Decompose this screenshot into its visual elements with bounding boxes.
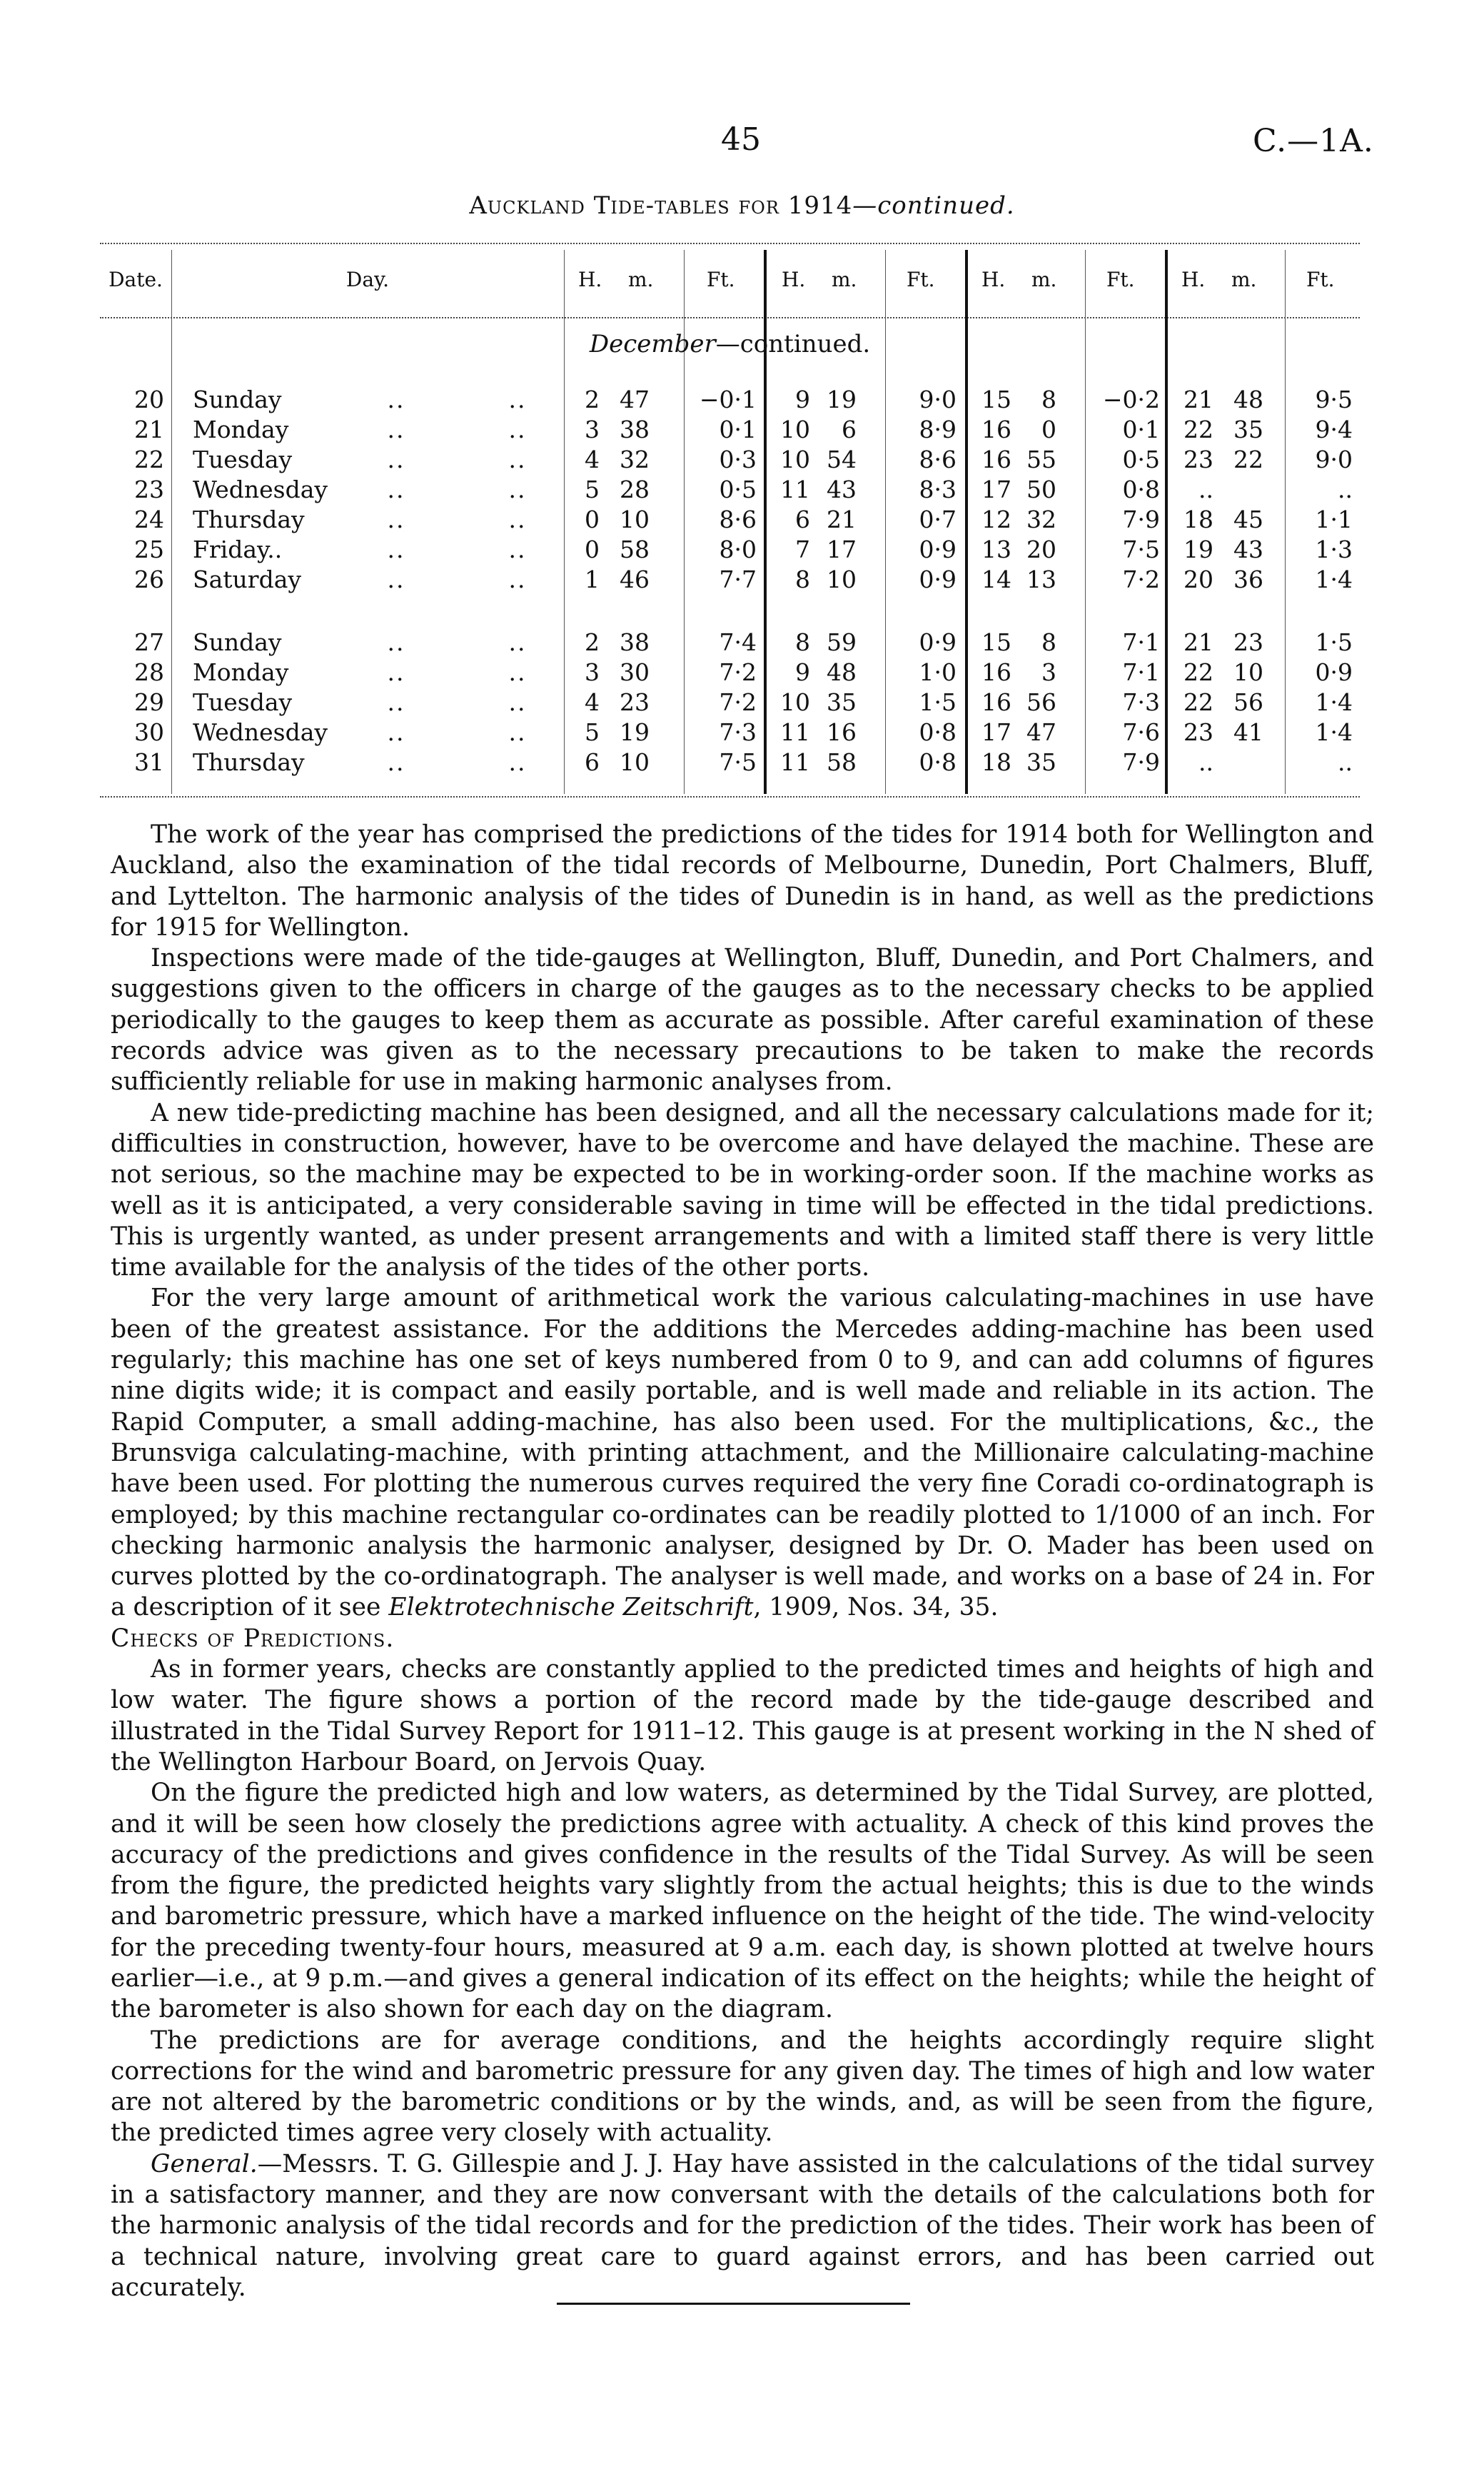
cell-ft3: 0·1 (1122, 416, 1160, 443)
cell-m1: 19 (620, 718, 650, 746)
cell-h3: 15 (981, 628, 1011, 656)
cell-date: 27 (134, 628, 164, 656)
cell-ft1: 7·2 (719, 688, 757, 716)
cell-m3: 20 (1026, 535, 1056, 563)
cell-m2: 35 (827, 688, 857, 716)
cell-day: Tuesday (193, 446, 293, 473)
cell-h1: 2 (585, 628, 600, 656)
cell-m3: 3 (1041, 658, 1056, 686)
cell-h3: 17 (981, 476, 1011, 503)
cell-ft4: 0·9 (1315, 658, 1353, 686)
table-row (100, 658, 1360, 688)
cell-ft2: 9·0 (919, 386, 956, 413)
cell-m4: 56 (1233, 688, 1263, 716)
leader-dots: .. (508, 748, 527, 776)
table-row (100, 628, 1360, 658)
cell-day: Monday (193, 658, 289, 686)
cell-h2: 6 (795, 506, 810, 533)
col-header-h: H. (1181, 268, 1206, 291)
cell-h3: 14 (981, 565, 1011, 593)
leader-dots: .. (387, 628, 405, 656)
cell-ft2: 0·7 (919, 506, 956, 533)
cell-m2: 19 (827, 386, 857, 413)
col-header-ft: Ft. (1306, 268, 1335, 291)
cell-ft2: 0·8 (919, 748, 956, 776)
cell-m2: 54 (827, 446, 857, 473)
cell-date: 29 (134, 688, 164, 716)
paragraph-text: For the very large amount of arithmetical work the various calculating-machines in use have been of the greatest assistance. For the additions the Mercedes adding-machine has been used regularly; this machine has one set of keys numbered from 0 to 9, and can add columns of figures nine digits wide; it is compact and easily portable, and is well made and reliable in its action. The Rapid Computer, a small adding-machine, has also been used. For the multiplications, &c., the Brunsviga calculating-machine, with printing attachment, and the Millionaire calculating-machine have been used. For plotting the numerous curves required the very fine Coradi co-ordinatograph is employed; by this machine rectangular co-ordinates can be readily plotted to 1/1000 of an inch. For checking harmonic analysis the harmonic analyser, designed by Dr. O. Mader has been used on curves plotted by the co-ordinatograph. The analyser is well made, and works on a base of 24 in. For a description of it see (111, 1284, 1374, 1622)
leader-dots: .. (387, 718, 405, 746)
col-header-ft: Ft. (1106, 268, 1135, 291)
cell-date: 26 (134, 565, 164, 593)
report-body (111, 820, 1374, 2303)
cell-h2: 11 (780, 718, 810, 746)
table-title-continued: —continued. (852, 191, 1015, 220)
cell-date: 24 (134, 506, 164, 533)
cell-m1: 28 (620, 476, 650, 503)
cell-h3: 18 (981, 748, 1011, 776)
cell-ft2: 0·9 (919, 565, 956, 593)
cell-m2: 59 (827, 628, 857, 656)
table-row (100, 748, 1360, 778)
table-title-main: Auckland Tide-tables for 1914 (469, 191, 853, 220)
cell-m4: 48 (1233, 386, 1263, 413)
cell-m2: 43 (827, 476, 857, 503)
cell-h2: 11 (780, 476, 810, 503)
general-label: General. (151, 2149, 258, 2178)
cell-ft4: 1·1 (1315, 506, 1353, 533)
col-header-m: m. (832, 268, 857, 291)
leader-dots: .. (508, 476, 527, 503)
cell-m3: 8 (1041, 628, 1056, 656)
cell-h3: 16 (981, 688, 1011, 716)
cell-m2: 58 (827, 748, 857, 776)
cell-ft4: 9·0 (1315, 446, 1353, 473)
leader-dots: .. (387, 416, 405, 443)
table-title (0, 191, 1484, 220)
cell-m4: 45 (1233, 506, 1263, 533)
cell-ft1: 8·6 (719, 506, 757, 533)
cell-ft2: 0·9 (919, 628, 956, 656)
cell-ft1: 7·4 (719, 628, 757, 656)
table-bottom-rule (100, 796, 1360, 798)
cell-ft2: 8·3 (919, 476, 956, 503)
cell-h3: 16 (981, 446, 1011, 473)
cell-ft4: 1·3 (1315, 535, 1353, 563)
month-heading (100, 330, 1360, 358)
cell-h2: 10 (780, 688, 810, 716)
paragraph-text: —Messrs. T. G. Gillespie and J. J. Hay have assisted in the calculations of the tidal survey in a satisfactory manner, and they are now conversant with the details of the calculations both for the harmonic analysis of the tidal records and for the prediction of the tides. Their work has been of a technical nature, involving great care to guard against errors, and has been carried out accurately. (111, 2149, 1374, 2302)
cell-ft1: 7·3 (719, 718, 757, 746)
cell-h1: 5 (585, 476, 600, 503)
cell-ft4: 1·4 (1315, 688, 1353, 716)
cell-h1: 0 (585, 535, 600, 563)
cell-day: Sunday (193, 386, 282, 413)
cell-h2: 8 (795, 628, 810, 656)
cell-h4: 22 (1183, 658, 1213, 686)
cell-h2: 9 (795, 658, 810, 686)
cell-h3: 16 (981, 416, 1011, 443)
cell-ft2: 1·5 (919, 688, 956, 716)
cell-day: Friday.. (193, 535, 283, 563)
cell-m3: 50 (1026, 476, 1056, 503)
paragraph: A new tide-predicting machine has been designed, and all the necessary calculations made for it; difficulties in construction, however, have to be overcome and have delayed the machine. These are not serious, so the machine may be expected to be in working-order soon. If the machine works as well as it is anticipated, a very considerable saving in time will be effected in the tidal predictions. This is urgently wanted, as under present arrangements and with a limited staff there is very little time available for the analysis of the tides of the other ports. (111, 1098, 1374, 1282)
cell-h4: 20 (1183, 565, 1213, 593)
citation-details: , 1909, Nos. 34, 35. (753, 1593, 999, 1622)
cell-m2: 17 (827, 535, 857, 563)
leader-dots: .. (508, 386, 527, 413)
cell-ft3: 0·8 (1122, 476, 1160, 503)
cell-date: 23 (134, 476, 164, 503)
cell-m1: 47 (620, 386, 650, 413)
leader-dots: .. (508, 416, 527, 443)
paragraph-general (111, 2149, 1374, 2303)
citation-journal: Elektrotechnische Zeitschrift (388, 1593, 754, 1622)
cell-ft1: 0·1 (719, 416, 757, 443)
cell-h3: 16 (981, 658, 1011, 686)
cell-ft4: 1·4 (1315, 718, 1353, 746)
col-header-ft: Ft. (707, 268, 735, 291)
leader-dots: .. (387, 748, 405, 776)
leader-dots: .. (387, 688, 405, 716)
cell-m4: 23 (1233, 628, 1263, 656)
cell-m2: 6 (842, 416, 857, 443)
paragraph: As in former years, checks are constantly applied to the predicted times and heights of high and low water. The figure shows a portion of the record made by the tide-gauge described and illustrated in the Tidal Survey Report for 1911–12. This gauge is at present working in the N shed of the Wellington Harbour Board, on Jervois Quay. (111, 1655, 1374, 1776)
cell-ft3: 7·1 (1122, 658, 1160, 686)
leader-dots: .. (508, 535, 527, 563)
cell-ft1: 0·3 (719, 446, 757, 473)
cell-m3: 56 (1026, 688, 1056, 716)
cell-day: Tuesday (193, 688, 293, 716)
cell-m4: 36 (1233, 565, 1263, 593)
col-header-day: Day. (345, 268, 390, 291)
cell-m2: 10 (827, 565, 857, 593)
cell-day: Wednesday (193, 718, 328, 746)
cell-date: 20 (134, 386, 164, 413)
table-row (100, 718, 1360, 748)
cell-h3: 15 (981, 386, 1011, 413)
cell-ft1: 8·0 (719, 535, 757, 563)
cell-m1: 23 (620, 688, 650, 716)
cell-m2: 48 (827, 658, 857, 686)
cell-h2: 11 (780, 748, 810, 776)
cell-day: Thursday (193, 506, 305, 533)
cell-day: Thursday (193, 748, 305, 776)
cell-h1: 4 (585, 688, 600, 716)
col-header-m: m. (1031, 268, 1057, 291)
leader-dots: .. (387, 658, 405, 686)
cell-ft3: 7·5 (1122, 535, 1160, 563)
cell-m1: 38 (620, 628, 650, 656)
cell-date: 28 (134, 658, 164, 686)
cell-date: 30 (134, 718, 164, 746)
table-row (100, 386, 1360, 416)
cell-h1: 2 (585, 386, 600, 413)
cell-h3: 13 (981, 535, 1011, 563)
cell-h2: 8 (795, 565, 810, 593)
paragraph: Inspections were made of the tide-gauges at Wellington, Bluff, Dunedin, and Port Chalmers, and suggestions given to the officers in charge of the gauges as to the necessary checks to be applied periodically to the gauges to keep them as accurate as possible. After careful examination of these records advice was given as to the necessary precautions to be taken to make the records sufficiently reliable for use in making harmonic analyses from. (111, 944, 1374, 1097)
cell-h4: 22 (1183, 688, 1213, 716)
cell-h2: 10 (780, 416, 810, 443)
leader-dots: .. (508, 658, 527, 686)
cell-m4: 43 (1233, 535, 1263, 563)
cell-ft3: −0·2 (1102, 386, 1160, 413)
paragraph: The work of the year has comprised the predictions of the tides for 1914 both for Wellington and Auckland, also the examination of the tidal records of Melbourne, Dunedin, Port Chalmers, Bluff, and Lyttelton. The harmonic analysis of the tides of Dunedin is in hand, as well as the predictions for 1915 for Wellington. (111, 820, 1374, 942)
cell-ft1: 7·7 (719, 565, 757, 593)
cell-ft3: 7·9 (1122, 748, 1160, 776)
cell-m1: 58 (620, 535, 650, 563)
cell-day: Wednesday (193, 476, 328, 503)
cell-date: 31 (134, 748, 164, 776)
col-header-ft: Ft. (907, 268, 935, 291)
cell-m1: 32 (620, 446, 650, 473)
cell-h3: 17 (981, 718, 1011, 746)
cell-m2: 16 (827, 718, 857, 746)
cell-h4: 21 (1183, 628, 1213, 656)
tide-table (100, 243, 1360, 807)
cell-ft3: 7·2 (1122, 565, 1160, 593)
cell-ft4: .. (1338, 476, 1353, 503)
col-header-m: m. (628, 268, 654, 291)
cell-ft2: 0·9 (919, 535, 956, 563)
leader-dots: .. (508, 628, 527, 656)
page-number: 45 (721, 121, 761, 158)
cell-ft1: 0·5 (719, 476, 757, 503)
cell-m3: 13 (1026, 565, 1056, 593)
section-heading: Checks of Predictions. (111, 1624, 395, 1653)
cell-m1: 38 (620, 416, 650, 443)
cell-h2: 9 (795, 386, 810, 413)
month-continued: —continued. (715, 330, 871, 358)
leader-dots: .. (508, 718, 527, 746)
paragraph: On the figure the predicted high and low waters, as determined by the Tidal Survey, are plotted, and it will be seen how closely the predictions agree with actuality. A check of this kind proves the accuracy of the predictions and gives confidence in the results of the Tidal Survey. As will be seen from the figure, the predicted heights vary slightly from the actual heights; this is due to the winds and barometric pressure, which have a marked influence on the height of the tide. The wind-velocity for the preceding twenty-four hours, measured at 9 a.m. each day, is shown plotted at twelve hours earlier—i.e., at 9 p.m.—and gives a general indication of its effect on the heights; while the height of the barometer is also shown for each day on the diagram. (111, 1779, 1374, 2024)
table-row (100, 688, 1360, 718)
leader-dots: .. (387, 476, 405, 503)
cell-ft3: 7·1 (1122, 628, 1160, 656)
cell-date: 22 (134, 446, 164, 473)
cell-ft4: 1·5 (1315, 628, 1353, 656)
cell-ft2: 1·0 (919, 658, 956, 686)
leader-dots: .. (508, 565, 527, 593)
month-name: December (589, 330, 716, 358)
document-reference: C.—1A. (1253, 123, 1374, 159)
leader-dots: .. (387, 535, 405, 563)
table-row (100, 565, 1360, 595)
col-header-date: Date. (108, 268, 163, 291)
leader-dots: .. (387, 506, 405, 533)
table-row (100, 476, 1360, 506)
cell-ft3: 7·3 (1122, 688, 1160, 716)
cell-ft2: 8·6 (919, 446, 956, 473)
cell-h1: 6 (585, 748, 600, 776)
table-top-rule (100, 243, 1360, 244)
cell-m1: 10 (620, 506, 650, 533)
table-row (100, 506, 1360, 535)
cell-h4: 21 (1183, 386, 1213, 413)
cell-h2: 10 (780, 446, 810, 473)
cell-ft2: 0·8 (919, 718, 956, 746)
cell-ft3: 0·5 (1122, 446, 1160, 473)
cell-m3: 47 (1026, 718, 1056, 746)
cell-m3: 35 (1026, 748, 1056, 776)
cell-h1: 1 (585, 565, 600, 593)
table-row (100, 535, 1360, 565)
cell-ft3: 7·9 (1122, 506, 1160, 533)
cell-h4: .. (1198, 476, 1213, 503)
cell-h1: 5 (585, 718, 600, 746)
leader-dots: .. (508, 446, 527, 473)
table-header-rule (100, 317, 1360, 318)
cell-date: 21 (134, 416, 164, 443)
cell-date: 25 (134, 535, 164, 563)
cell-ft4: 9·4 (1315, 416, 1353, 443)
table-row (100, 446, 1360, 476)
cell-h1: 3 (585, 416, 600, 443)
cell-m4: 22 (1233, 446, 1263, 473)
col-header-h: H. (578, 268, 602, 291)
cell-m4: 35 (1233, 416, 1263, 443)
cell-h2: 7 (795, 535, 810, 563)
col-header-h: H. (782, 268, 806, 291)
cell-h1: 4 (585, 446, 600, 473)
cell-h4: 23 (1183, 718, 1213, 746)
cell-m3: 0 (1041, 416, 1056, 443)
leader-dots: .. (387, 386, 405, 413)
cell-ft3: 7·6 (1122, 718, 1160, 746)
cell-ft4: 9·5 (1315, 386, 1353, 413)
cell-ft2: 8·9 (919, 416, 956, 443)
cell-day: Sunday (193, 628, 282, 656)
col-header-m: m. (1231, 268, 1257, 291)
cell-m1: 46 (620, 565, 650, 593)
cell-ft4: 1·4 (1315, 565, 1353, 593)
cell-m1: 10 (620, 748, 650, 776)
cell-ft1: 7·5 (719, 748, 757, 776)
leader-dots: .. (508, 506, 527, 533)
table-row (100, 416, 1360, 446)
cell-m4: 10 (1233, 658, 1263, 686)
cell-h3: 12 (981, 506, 1011, 533)
paragraph: The predictions are for average conditions, and the heights accordingly require slight corrections for the wind and barometric pressure for any given day. The times of high and low water are not altered by the barometric conditions or by the winds, and, as will be seen from the figure, the predicted times agree very closely with actuality. (111, 2026, 1374, 2148)
cell-ft4: .. (1338, 748, 1353, 776)
cell-h4: .. (1198, 748, 1213, 776)
cell-m3: 55 (1026, 446, 1056, 473)
cell-h4: 22 (1183, 416, 1213, 443)
cell-h4: 18 (1183, 506, 1213, 533)
cell-m4: 41 (1233, 718, 1263, 746)
cell-m3: 8 (1041, 386, 1056, 413)
cell-m2: 21 (827, 506, 857, 533)
leader-dots: .. (387, 446, 405, 473)
cell-h1: 3 (585, 658, 600, 686)
cell-day: Monday (193, 416, 289, 443)
cell-h4: 19 (1183, 535, 1213, 563)
cell-ft1: −0·1 (699, 386, 757, 413)
cell-m1: 30 (620, 658, 650, 686)
cell-ft1: 7·2 (719, 658, 757, 686)
cell-h1: 0 (585, 506, 600, 533)
paragraph-calculating-machines (111, 1283, 1374, 1623)
end-rule (557, 2303, 910, 2305)
cell-m3: 32 (1026, 506, 1056, 533)
col-header-h: H. (981, 268, 1006, 291)
leader-dots: .. (387, 565, 405, 593)
cell-day: Saturday (193, 565, 302, 593)
cell-h4: 23 (1183, 446, 1213, 473)
leader-dots: .. (508, 688, 527, 716)
